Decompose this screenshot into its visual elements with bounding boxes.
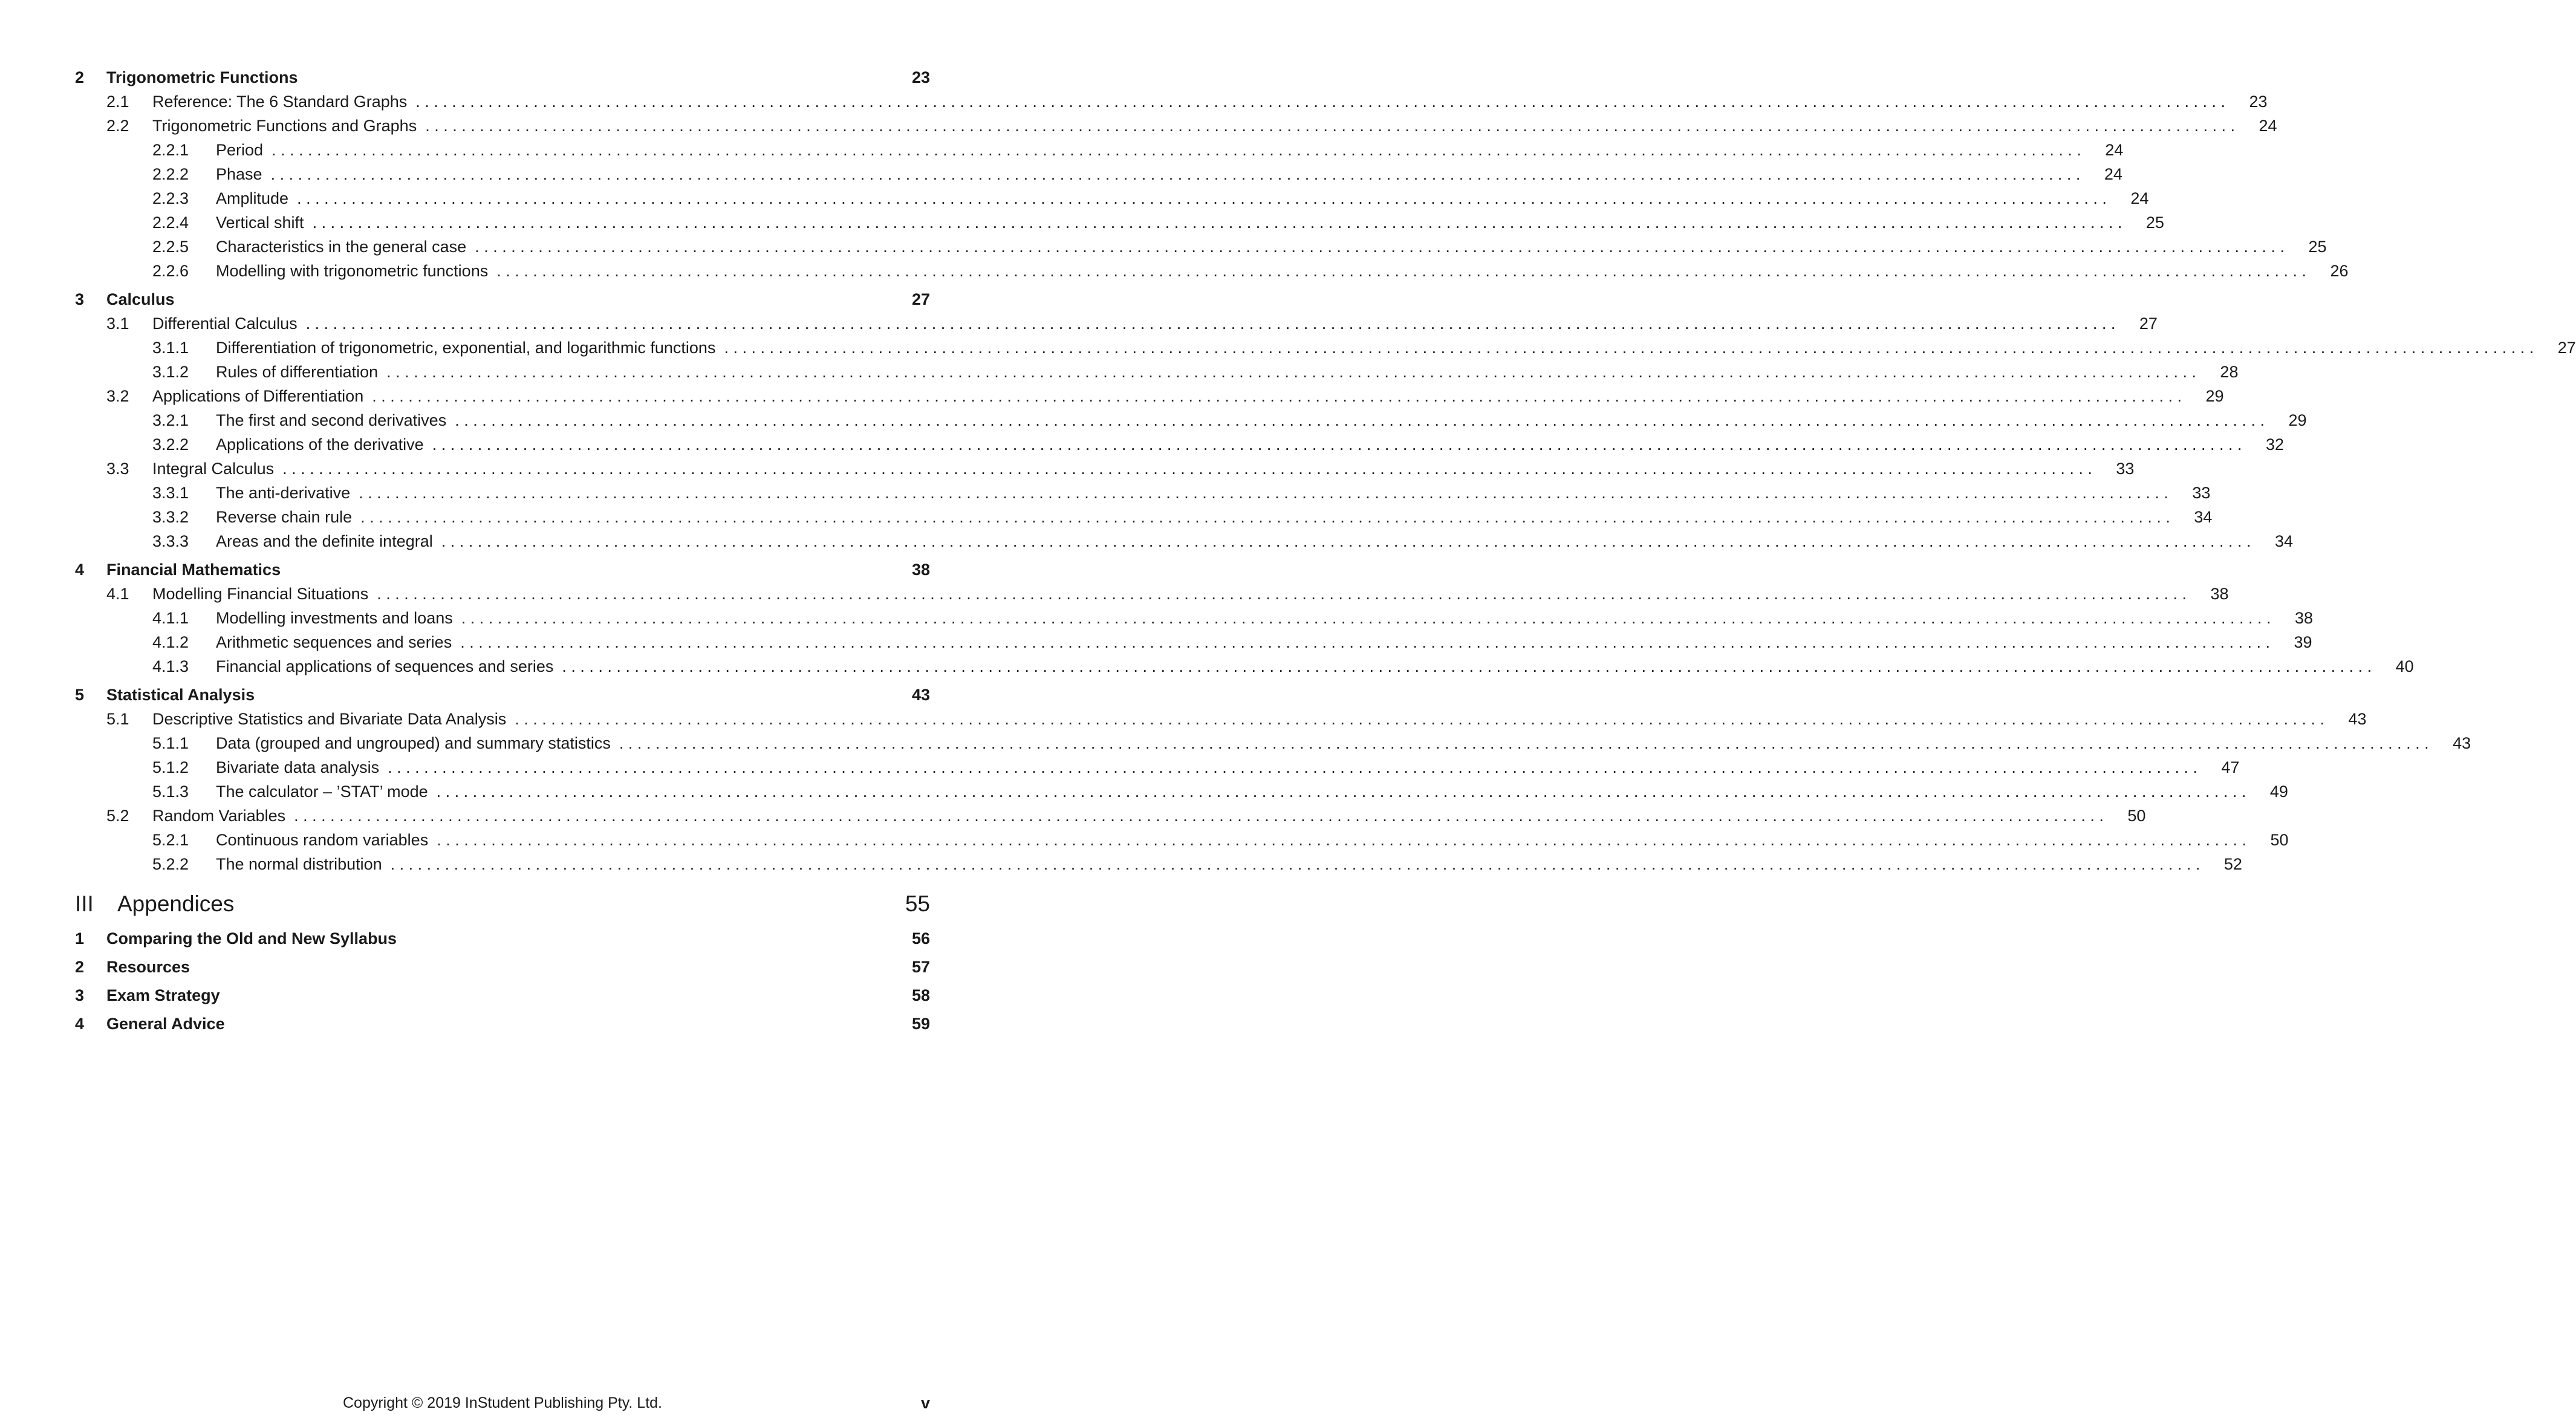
toc-entry-number: 4.1 bbox=[106, 585, 129, 603]
toc-entry-number: 4.1.3 bbox=[152, 657, 189, 675]
toc-section-row[interactable] bbox=[75, 89, 2268, 114]
toc-entry-number: 2.2.5 bbox=[152, 238, 189, 256]
toc-chapter-row[interactable] bbox=[75, 683, 930, 707]
toc-entry-number: 2.2.3 bbox=[152, 189, 189, 207]
toc-entry-title: Differentiation of trigonometric, exponential, and logarithmic functions bbox=[216, 339, 716, 357]
toc-entry-number: 3.2 bbox=[106, 387, 129, 405]
toc-entry-page: 43 bbox=[2453, 734, 2471, 752]
toc-entry-page: 43 bbox=[911, 686, 930, 704]
dot-leader: ........................................................................................................................................................................................................ bbox=[390, 855, 2205, 873]
toc-chapter-row[interactable] bbox=[75, 955, 930, 979]
toc-entry-title: Characteristics in the general case bbox=[216, 238, 467, 256]
toc-entry-page: 28 bbox=[2220, 363, 2239, 381]
dot-leader: ........................................................................................................................................................................................................ bbox=[441, 532, 2256, 550]
toc-entry-page: 39 bbox=[2294, 633, 2312, 651]
toc-entry-page: 47 bbox=[2221, 758, 2240, 776]
dot-leader: ........................................................................................................................................................................................................ bbox=[272, 141, 2086, 159]
toc-entry-page: 33 bbox=[2116, 460, 2135, 478]
toc-entry-title: Continuous random variables bbox=[216, 831, 429, 849]
dot-leader: ........................................................................................................................................................................................................ bbox=[475, 238, 2289, 256]
toc-subsection-row[interactable] bbox=[75, 654, 2414, 678]
toc-entry-title: Bivariate data analysis bbox=[216, 758, 380, 776]
dot-leader: ........................................................................................................................................................................................................ bbox=[312, 213, 2127, 232]
toc-entry-page: 56 bbox=[911, 929, 930, 948]
dot-leader: ........................................................................................................................................................................................................ bbox=[437, 831, 2251, 849]
dot-leader: ........................................................................................................................................................................................................ bbox=[425, 117, 2240, 135]
toc-entry-page: 55 bbox=[905, 891, 930, 916]
toc-entry-page: 29 bbox=[2205, 387, 2224, 405]
toc-entry-title: The calculator – ’STAT’ mode bbox=[216, 782, 428, 801]
toc-entry-page: 38 bbox=[2210, 585, 2229, 603]
toc-entry-number: 2.2.6 bbox=[152, 262, 189, 280]
toc-entry-page: 50 bbox=[2127, 807, 2146, 825]
dot-leader: ........................................................................................................................................................................................................ bbox=[619, 734, 2434, 752]
toc-entry-page: 24 bbox=[2104, 165, 2122, 183]
toc-subsection-row[interactable] bbox=[75, 630, 2312, 654]
toc-entry-title: Amplitude bbox=[216, 189, 289, 207]
dot-leader: ........................................................................................................................................................................................................ bbox=[377, 585, 2191, 603]
copyright-notice: Copyright © 2019 InStudent Publishing Pty. Ltd. bbox=[342, 1394, 662, 1411]
toc-subsection-row[interactable] bbox=[75, 779, 2288, 804]
toc-chapter-row[interactable] bbox=[75, 65, 930, 89]
toc-entry-title: Phase bbox=[216, 165, 262, 183]
toc-entry-page: 27 bbox=[911, 290, 930, 308]
toc-entry-page: 50 bbox=[2270, 831, 2289, 849]
toc-chapter-row[interactable] bbox=[75, 558, 930, 582]
toc-section-row[interactable] bbox=[75, 457, 2135, 481]
toc-entry-number: 4.1.2 bbox=[152, 633, 189, 651]
toc-entry-number: 2.2.1 bbox=[152, 141, 189, 159]
toc-subsection-row[interactable] bbox=[75, 186, 2149, 210]
toc-entry-page: 24 bbox=[2130, 189, 2149, 207]
dot-leader: ........................................................................................................................................................................................................ bbox=[496, 262, 2311, 280]
toc-entry-page: 24 bbox=[2105, 141, 2124, 159]
toc-entry-number: 3.3.3 bbox=[152, 532, 189, 550]
toc-entry-title: Period bbox=[216, 141, 264, 159]
toc-entry-page: 59 bbox=[911, 1015, 930, 1033]
toc-entry-number: 3.2.2 bbox=[152, 435, 189, 454]
dot-leader: ........................................................................................................................................................................................................ bbox=[460, 633, 2275, 651]
dot-leader: ........................................................................................................................................................................................................ bbox=[305, 314, 2120, 333]
toc-subsection-row[interactable] bbox=[75, 408, 2307, 432]
toc-entry-number: 3.1.2 bbox=[152, 363, 189, 381]
toc-entry-number: 5.1.3 bbox=[152, 782, 189, 801]
toc-entry-number: 5.1 bbox=[106, 710, 129, 728]
toc-subsection-row[interactable] bbox=[75, 481, 2211, 505]
toc-entry-page: 40 bbox=[2395, 657, 2414, 675]
toc-entry-number: 5.1.1 bbox=[152, 734, 189, 752]
toc-entry-number: 2.2.2 bbox=[152, 165, 189, 183]
toc-section-row[interactable] bbox=[75, 582, 2229, 606]
toc-entry-title: Applications of the derivative bbox=[216, 435, 424, 454]
toc-entry-number: 3 bbox=[75, 290, 85, 308]
toc-subsection-row[interactable] bbox=[75, 529, 2294, 553]
toc-entry-number: 3.3.2 bbox=[152, 508, 189, 526]
toc-entry-number: 3.3.1 bbox=[152, 484, 189, 502]
toc-entry-page: 29 bbox=[2288, 411, 2307, 429]
toc-entry-title: Applications of Differentiation bbox=[152, 387, 364, 405]
toc-subsection-row[interactable] bbox=[75, 210, 2164, 235]
toc-entry-title: The first and second derivatives bbox=[216, 411, 447, 429]
toc-entry-title: Random Variables bbox=[152, 807, 286, 825]
toc-section-row[interactable] bbox=[75, 311, 2158, 336]
toc-entry-title: Trigonometric Functions bbox=[106, 68, 298, 86]
dot-leader: ........................................................................................................................................................................................................ bbox=[724, 339, 2539, 357]
toc-entry-number: 3.1 bbox=[106, 314, 129, 333]
toc-entry-number: III bbox=[75, 891, 94, 916]
toc-entry-page: 34 bbox=[2275, 532, 2294, 550]
dot-leader: ........................................................................................................................................................................................................ bbox=[515, 710, 2329, 728]
toc-chapter-row[interactable] bbox=[75, 983, 930, 1007]
toc-entry-page: 58 bbox=[911, 986, 930, 1004]
table-of-contents bbox=[75, 65, 2576, 1036]
toc-entry-page: 25 bbox=[2308, 238, 2327, 256]
toc-entry-page: 32 bbox=[2265, 435, 2284, 454]
toc-entry-title: General Advice bbox=[106, 1015, 225, 1033]
toc-subsection-row[interactable] bbox=[75, 505, 2213, 529]
toc-subsection-row[interactable] bbox=[75, 852, 2242, 876]
toc-subsection-row[interactable] bbox=[75, 731, 2471, 755]
toc-subsection-row[interactable] bbox=[75, 336, 2576, 360]
toc-entry-number: 5.2 bbox=[106, 807, 129, 825]
toc-chapter-row[interactable] bbox=[75, 926, 930, 951]
toc-entry-page: 33 bbox=[2192, 484, 2211, 502]
toc-entry-page: 49 bbox=[2269, 782, 2288, 801]
toc-entry-title: Trigonometric Functions and Graphs bbox=[152, 117, 417, 135]
toc-entry-number: 3.3 bbox=[106, 460, 129, 478]
toc-entry-number: 4 bbox=[75, 561, 85, 579]
dot-leader: ........................................................................................................................................................................................................ bbox=[388, 758, 2202, 776]
toc-subsection-row[interactable] bbox=[75, 360, 2239, 384]
toc-subsection-row[interactable] bbox=[75, 235, 2327, 259]
toc-entry-number: 3 bbox=[75, 986, 85, 1004]
toc-entry-title: Comparing the Old and New Syllabus bbox=[106, 929, 397, 948]
dot-leader: ........................................................................................................................................................................................................ bbox=[270, 165, 2085, 183]
toc-entry-page: 43 bbox=[2348, 710, 2367, 728]
toc-entry-page: 38 bbox=[2294, 609, 2314, 627]
page-footer bbox=[75, 1391, 930, 1415]
toc-subsection-row[interactable] bbox=[75, 755, 2240, 779]
toc-entry-title: Areas and the definite integral bbox=[216, 532, 433, 550]
toc-subsection-row[interactable] bbox=[75, 162, 2122, 186]
toc-entry-number: 3.1.1 bbox=[152, 339, 189, 357]
toc-entry-page: 23 bbox=[2249, 93, 2268, 111]
toc-entry-title: Resources bbox=[106, 958, 190, 976]
dot-leader: ........................................................................................................................................................................................................ bbox=[360, 508, 2175, 526]
toc-entry-title: Reference: The 6 Standard Graphs bbox=[152, 93, 408, 111]
toc-entry-title: Modelling Financial Situations bbox=[152, 585, 369, 603]
toc-entry-title: The anti-derivative bbox=[216, 484, 351, 502]
toc-entry-title: Descriptive Statistics and Bivariate Data Analysis bbox=[152, 710, 507, 728]
toc-entry-number: 5 bbox=[75, 686, 85, 704]
dot-leader: ........................................................................................................................................................................................................ bbox=[436, 782, 2251, 801]
dot-leader: ........................................................................................................................................................................................................ bbox=[372, 387, 2187, 405]
toc-entry-title: Modelling with trigonometric functions bbox=[216, 262, 489, 280]
toc-entry-number: 2.2.4 bbox=[152, 213, 189, 232]
toc-entry-number: 1 bbox=[75, 929, 85, 948]
toc-entry-number: 4.1.1 bbox=[152, 609, 189, 627]
dot-leader: ........................................................................................................................................................................................................ bbox=[294, 807, 2109, 825]
toc-subsection-row[interactable] bbox=[75, 259, 2349, 283]
toc-entry-page: 23 bbox=[911, 68, 930, 86]
page-number: v bbox=[920, 1394, 930, 1412]
toc-entry-page: 57 bbox=[911, 958, 930, 976]
dot-leader: ........................................................................................................................................................................................................ bbox=[415, 93, 2230, 111]
toc-entry-number: 5.2.2 bbox=[152, 855, 189, 873]
toc-entry-page: 26 bbox=[2330, 262, 2349, 280]
toc-section-row[interactable] bbox=[75, 114, 2277, 138]
toc-entry-title: Arithmetic sequences and series bbox=[216, 633, 452, 651]
toc-entry-page: 25 bbox=[2145, 213, 2164, 232]
dot-leader: ........................................................................................................................................................................................................ bbox=[359, 484, 2173, 502]
toc-subsection-row[interactable] bbox=[75, 432, 2284, 457]
toc-section-row[interactable] bbox=[75, 707, 2367, 731]
toc-entry-number: 2.2 bbox=[106, 117, 129, 135]
toc-entry-title: Integral Calculus bbox=[152, 460, 275, 478]
toc-chapter-row[interactable] bbox=[75, 287, 930, 311]
dot-leader: ........................................................................................................................................................................................................ bbox=[282, 460, 2097, 478]
dot-leader: ........................................................................................................................................................................................................ bbox=[562, 657, 2376, 675]
toc-entry-page: 24 bbox=[2259, 117, 2277, 135]
toc-entry-number: 2 bbox=[75, 958, 85, 976]
toc-entry-title: Financial applications of sequences and series bbox=[216, 657, 554, 675]
toc-entry-page: 27 bbox=[2557, 339, 2576, 357]
dot-leader: ........................................................................................................................................................................................................ bbox=[297, 189, 2112, 207]
toc-entry-title: Data (grouped and ungrouped) and summary statistics bbox=[216, 734, 611, 752]
toc-subsection-row[interactable] bbox=[75, 828, 2289, 852]
toc-entry-title: Financial Mathematics bbox=[106, 561, 281, 579]
toc-entry-number: 4 bbox=[75, 1015, 85, 1033]
toc-entry-title: Appendices bbox=[117, 891, 235, 916]
toc-entry-page: 27 bbox=[2139, 314, 2158, 333]
toc-subsection-row[interactable] bbox=[75, 138, 2124, 162]
toc-entry-number: 5.2.1 bbox=[152, 831, 189, 849]
toc-part-row[interactable] bbox=[75, 886, 930, 922]
toc-entry-title: Statistical Analysis bbox=[106, 686, 255, 704]
toc-entry-page: 38 bbox=[911, 561, 930, 579]
toc-entry-title: Reverse chain rule bbox=[216, 508, 353, 526]
toc-entry-title: Differential Calculus bbox=[152, 314, 298, 333]
toc-entry-title: Vertical shift bbox=[216, 213, 304, 232]
toc-entry-title: Calculus bbox=[106, 290, 175, 308]
toc-entry-title: Rules of differentiation bbox=[216, 363, 379, 381]
toc-subsection-row[interactable] bbox=[75, 606, 2314, 630]
dot-leader: ........................................................................................................................................................................................................ bbox=[432, 435, 2246, 454]
toc-entry-page: 34 bbox=[2194, 508, 2213, 526]
dot-leader: ........................................................................................................................................................................................................ bbox=[455, 411, 2269, 429]
dot-leader: ........................................................................................................................................................................................................ bbox=[461, 609, 2276, 627]
toc-entry-title: The normal distribution bbox=[216, 855, 382, 873]
toc-entry-title: Exam Strategy bbox=[106, 986, 220, 1004]
toc-entry-page: 52 bbox=[2223, 855, 2242, 873]
toc-entry-number: 3.2.1 bbox=[152, 411, 189, 429]
toc-section-row[interactable] bbox=[75, 384, 2224, 408]
toc-entry-title: Modelling investments and loans bbox=[216, 609, 453, 627]
toc-chapter-row[interactable] bbox=[75, 1012, 930, 1036]
toc-entry-number: 5.1.2 bbox=[152, 758, 189, 776]
toc-section-row[interactable] bbox=[75, 804, 2146, 828]
dot-leader: ........................................................................................................................................................................................................ bbox=[386, 363, 2201, 381]
toc-entry-number: 2.1 bbox=[106, 93, 129, 111]
toc-entry-number: 2 bbox=[75, 68, 85, 86]
